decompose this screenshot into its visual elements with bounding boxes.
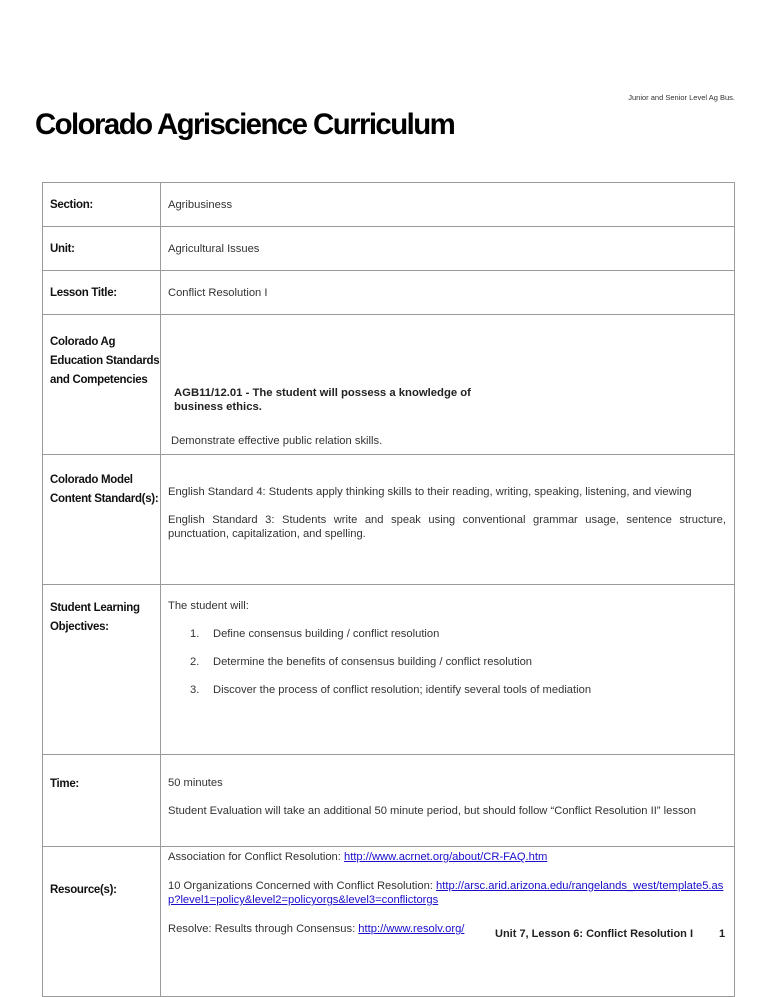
english-standard-4: English Standard 4: Students apply thinking skills to their reading, writing, speaking, listening, and viewing — [168, 486, 692, 498]
row-lesson-title — [43, 271, 735, 315]
model-content-label: Colorado Model Content Standard(s): — [43, 455, 161, 585]
lesson-title-label: Lesson Title: — [43, 271, 161, 315]
standards-value — [161, 315, 735, 455]
resources-label: Resource(s): — [43, 847, 161, 997]
resource-name: Association for Conflict Resolution: — [168, 851, 344, 863]
section-value: Agribusiness — [161, 183, 735, 227]
row-standards — [43, 315, 735, 455]
objectives-value — [161, 585, 735, 755]
english-standard-3: English Standard 3: Students write and speak using conventional grammar usage, sentence structure, punctuation, capitalization, and spelling. — [168, 514, 726, 540]
resource-name: Resolve: Results through Consensus: — [168, 923, 359, 935]
objective-item — [168, 683, 726, 697]
resource-item — [168, 879, 726, 907]
document-title: Colorado Agriscience Curriculum — [35, 108, 455, 141]
page-footer: Unit 7, Lesson 6: Conflict Resolution I — [495, 928, 694, 940]
standards-detail: Demonstrate effective public relation skills. — [171, 435, 383, 447]
objective-text: Determine the benefits of consensus building / conflict resolution — [213, 656, 533, 668]
objective-text: Define consensus building / conflict resolution — [213, 628, 440, 640]
resource-name: 10 Organizations Concerned with Conflict Resolution: — [168, 880, 437, 892]
unit-value: Agricultural Issues — [161, 227, 735, 271]
lesson-plan-table — [42, 182, 735, 997]
objective-item — [168, 627, 726, 641]
objectives-intro: The student will: — [168, 600, 249, 612]
objectives-list — [168, 627, 726, 697]
objective-item — [168, 655, 726, 669]
time-label: Time: — [43, 755, 161, 847]
objectives-label: Student Learning Objectives: — [43, 585, 161, 755]
time-note: Student Evaluation will take an additional 50 minute period, but should follow “Conflict Resolution II” lesson — [168, 805, 696, 817]
objective-text: Discover the process of conflict resolution; identify several tools of mediation — [213, 684, 592, 696]
objective-number: 1. — [190, 628, 200, 640]
resource-link-resolv[interactable]: http://www.resolv.org/ — [358, 923, 465, 935]
model-content-value — [161, 455, 735, 585]
row-unit — [43, 227, 735, 271]
standards-label: Colorado Ag Education Standards and Competencies — [43, 315, 161, 455]
page-number: 1 — [719, 928, 726, 940]
objective-number: 2. — [190, 656, 200, 668]
section-label: Section: — [43, 183, 161, 227]
row-model-content — [43, 455, 735, 585]
resource-item — [168, 850, 726, 864]
running-header: Junior and Senior Level Ag Bus. — [628, 93, 735, 102]
resource-link-acrnet[interactable]: http://www.acrnet.org/about/CR-FAQ.htm — [343, 851, 548, 863]
row-objectives — [43, 585, 735, 755]
time-duration: 50 minutes — [168, 777, 223, 789]
row-resources — [43, 847, 735, 997]
time-value — [161, 755, 735, 847]
resources-value — [161, 847, 735, 997]
objective-number: 3. — [190, 684, 200, 696]
row-time — [43, 755, 735, 847]
lesson-title-value: Conflict Resolution I — [161, 271, 735, 315]
resource-link-arizona[interactable]: http://arsc.arid.arizona.edu/rangelands_west/template5.asp?level1=policy&level2=policyorgs&level3=conflictorgs — [168, 880, 724, 906]
row-section — [43, 183, 735, 227]
unit-label: Unit: — [43, 227, 161, 271]
standards-competency: AGB11/12.01 - The student will possess a knowledge of business ethics. — [174, 387, 471, 413]
